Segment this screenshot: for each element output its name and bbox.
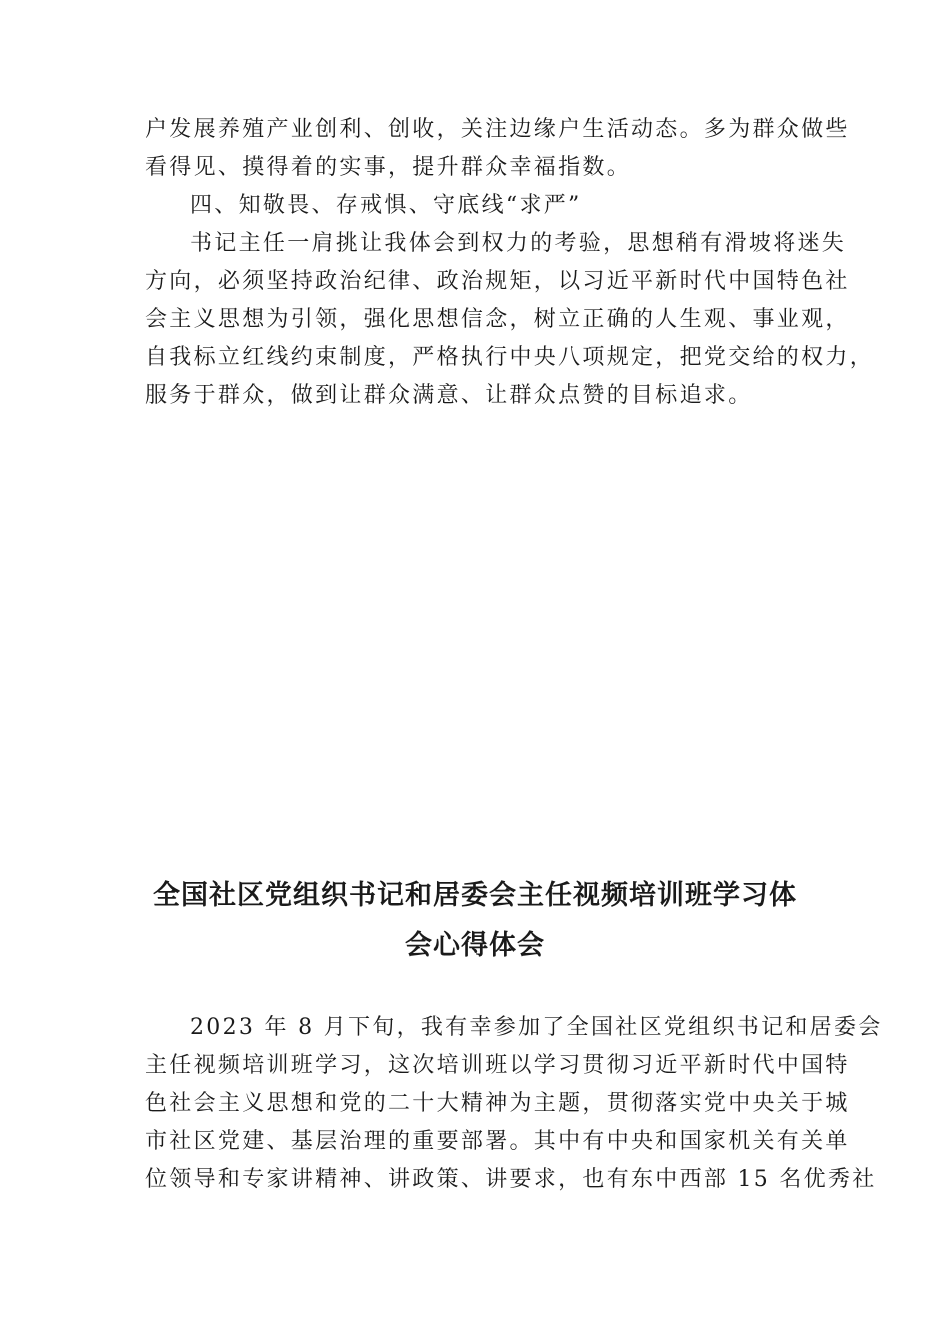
body-text-line: 市社区党建、基层治理的重要部署。其中有中央和国家机关有关单 — [145, 1129, 850, 1154]
body-text-line: 服务于群众，做到让群众满意、让群众点赞的目标追求。 — [145, 383, 753, 408]
body-text-line: 主任视频培训班学习，这次培训班以学习贯彻习近平新时代中国特 — [145, 1053, 850, 1078]
body-text-line: 位领导和专家讲精神、讲政策、讲要求，也有东中西部 15 名优秀社 — [145, 1167, 877, 1192]
section-heading: 四、知敬畏、存戒惧、守底线“求严” — [190, 193, 582, 218]
body-text-line: 2023 年 8 月下旬，我有幸参加了全国社区党组织书记和居委会 — [190, 1015, 883, 1040]
body-text-line: 方向，必须坚持政治纪律、政治规矩，以习近平新时代中国特色社 — [145, 269, 850, 294]
body-text-line: 色社会主义思想和党的二十大精神为主题，贯彻落实党中央关于城 — [145, 1091, 850, 1116]
article-title-line: 全国社区党组织书记和居委会主任视频培训班学习体 — [153, 880, 797, 911]
article-title-line: 会心得体会 — [405, 930, 545, 961]
body-text-line: 看得见、摸得着的实事，提升群众幸福指数。 — [145, 155, 632, 180]
body-text-line: 自我标立红线约束制度，严格执行中央八项规定，把党交给的权力， — [145, 345, 875, 370]
body-text-line: 书记主任一肩挑让我体会到权力的考验，思想稍有滑坡将迷失 — [190, 231, 847, 256]
body-text-line: 户发展养殖产业创利、创收，关注边缘户生活动态。多为群众做些 — [145, 117, 850, 142]
body-text-line: 会主义思想为引领，强化思想信念，树立正确的人生观、事业观， — [145, 307, 850, 332]
